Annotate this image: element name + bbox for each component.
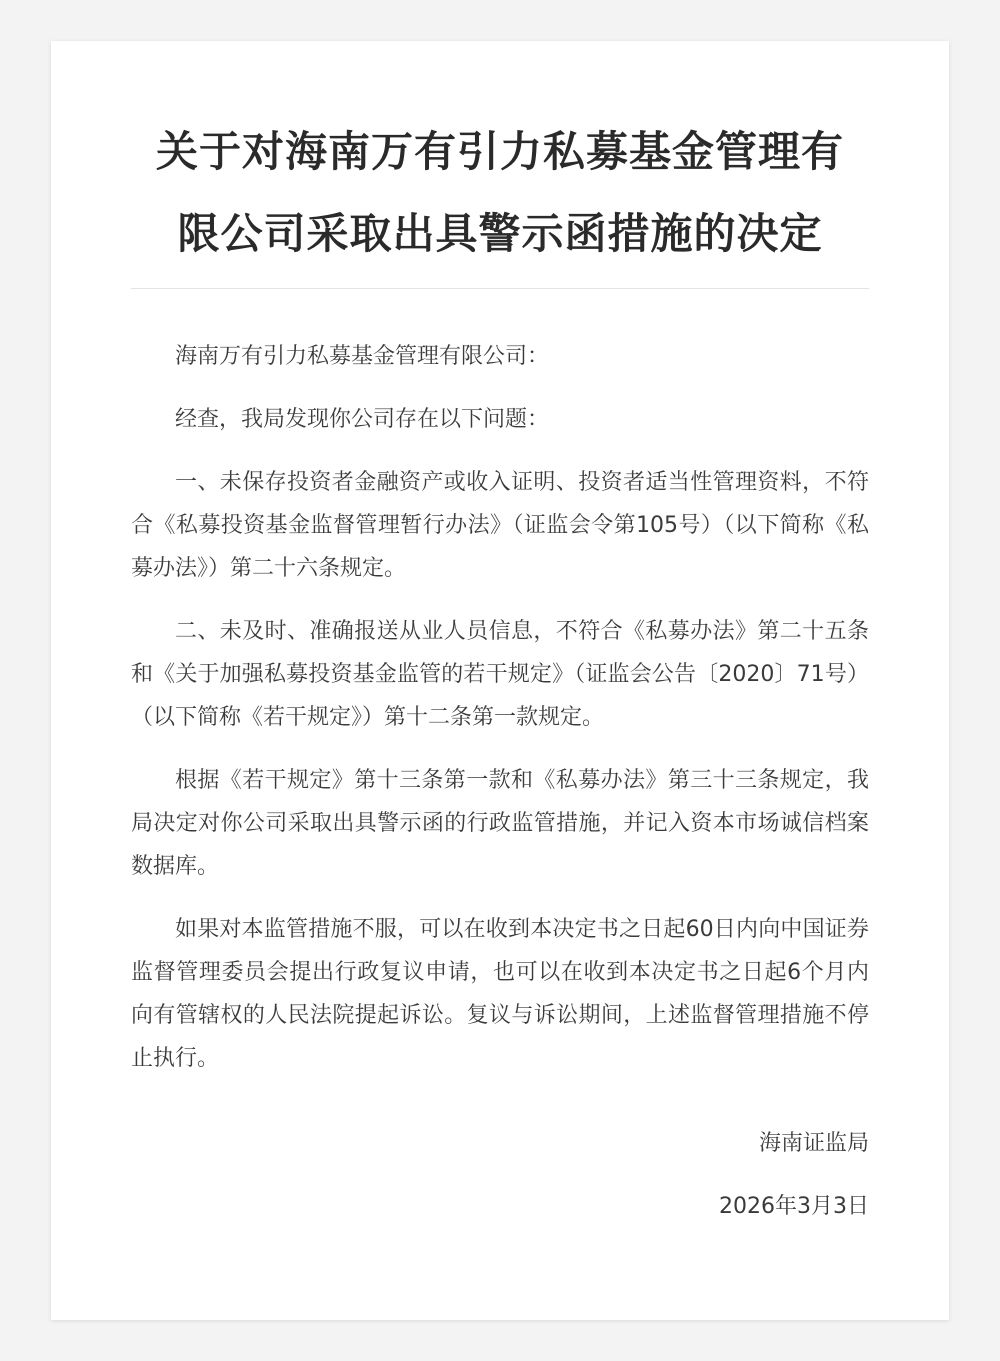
title-line-1: 关于对海南万有引力私募基金管理有	[155, 127, 844, 176]
signature-organization: 海南证监局	[758, 1131, 869, 1156]
paragraph-findings-intro: 经查，我局发现你公司存在以下问题：	[175, 407, 550, 432]
paragraph-appeal-rights: 如果对本监管措施不服，可以在收到本决定书之日起60日内向中国证券监督管理委员会提出行政复议申请，也可以在收到本决定书之日起6个月内向有管辖权的人民法院提起诉讼。复议与诉讼期间，上述监督管理措施不停止执行。	[131, 917, 869, 1071]
title-line-2: 限公司采取出具警示函措施的决定	[177, 209, 823, 258]
document-body	[131, 335, 869, 1080]
paragraph-issue-2: 二、未及时、准确报送从业人员信息，不符合《私募办法》第二十五条和《关于加强私募投资基金监管的若干规定》（证监会公告〔2020〕71号）（以下简称《若干规定》）第十二条第一款规定。	[131, 619, 869, 730]
title-block	[131, 111, 869, 289]
signature-date: 2026年3月3日	[719, 1194, 869, 1219]
document-title	[131, 111, 869, 275]
paragraph-issue-1: 一、未保存投资者金融资产或收入证明、投资者适当性管理资料，不符合《私募投资基金监督管理暂行办法》（证监会令第105号）（以下简称《私募办法》）第二十六条规定。	[131, 470, 869, 581]
document-page	[51, 41, 949, 1320]
paragraph-decision: 根据《若干规定》第十三条第一款和《私募办法》第三十三条规定，我局决定对你公司采取出具警示函的行政监管措施，并记入资本市场诚信档案数据库。	[131, 768, 869, 879]
addressee: 海南万有引力私募基金管理有限公司：	[175, 344, 550, 369]
